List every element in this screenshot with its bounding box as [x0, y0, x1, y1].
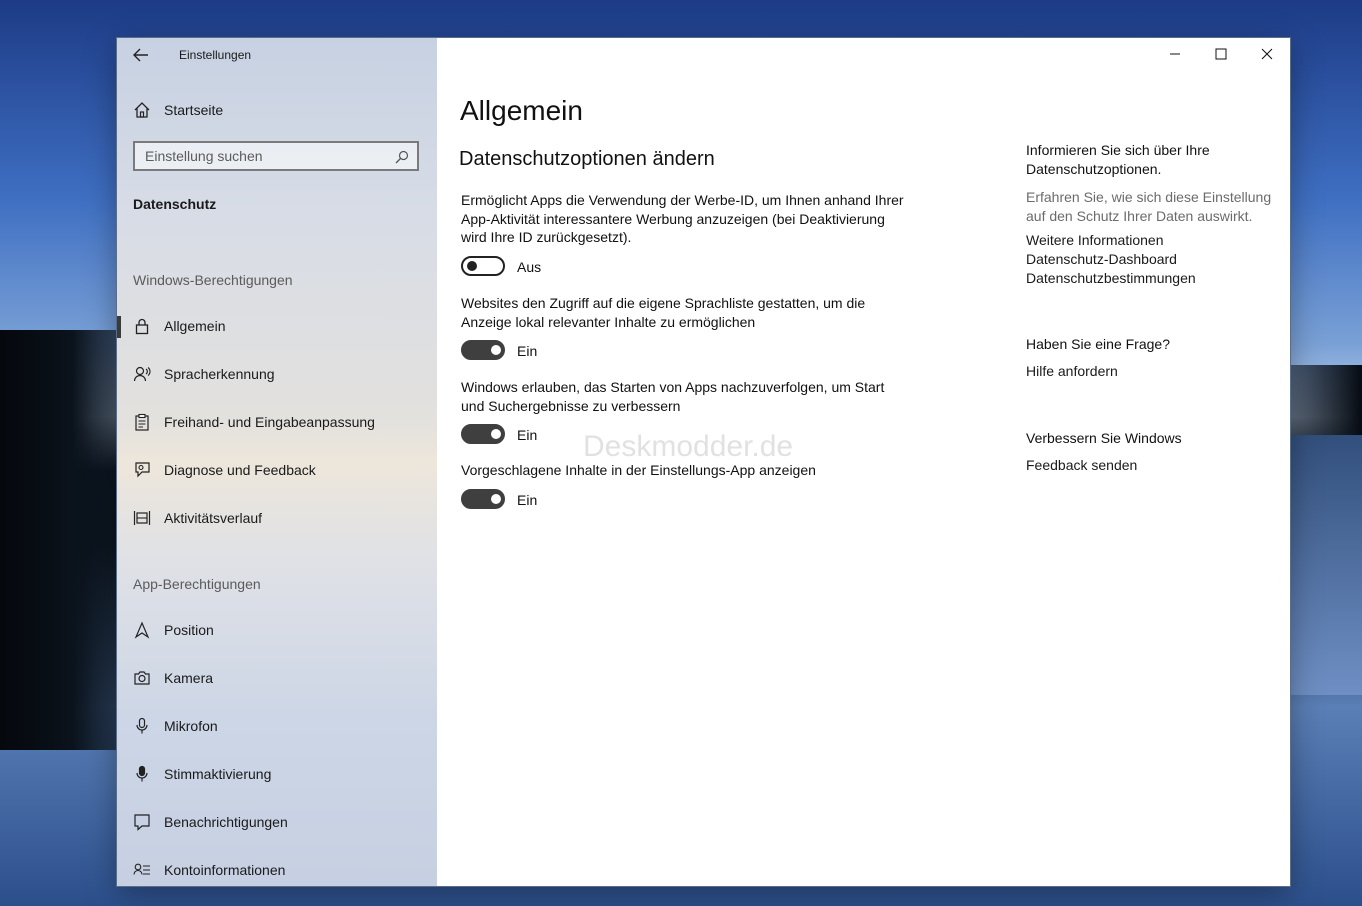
sidebar-item-stimmaktivierung[interactable] [117, 754, 437, 794]
microphone-icon [133, 717, 151, 735]
page-title: Allgemein [460, 95, 583, 126]
desktop-background-trees [0, 330, 120, 750]
speech-icon [133, 365, 151, 383]
sidebar-item-benachrichtigungen[interactable] [117, 802, 437, 842]
sidebar-item-label: Position [164, 622, 214, 638]
home-icon [133, 101, 151, 119]
timeline-icon [133, 509, 151, 527]
search-icon[interactable] [395, 150, 409, 164]
toggle-knob [467, 261, 477, 271]
question-panel [1026, 335, 1276, 381]
toggle-state-ad-id: Aus [517, 259, 542, 275]
sidebar-item-spracherkennung[interactable] [117, 354, 437, 394]
sidebar-item-label: Aktivitätsverlauf [164, 510, 263, 526]
close-icon [1244, 38, 1290, 70]
sidebar-item-freihand[interactable] [117, 402, 437, 442]
minimize-icon [1152, 38, 1198, 70]
back-button[interactable] [131, 46, 151, 64]
titlebar-left [117, 38, 437, 72]
toggle-ad-id[interactable] [461, 256, 505, 276]
improve-panel [1026, 429, 1276, 475]
sidebar-section-title: Datenschutz [133, 196, 217, 212]
sidebar-item-label: Kontoinformationen [164, 862, 286, 878]
sidebar [117, 38, 437, 886]
sidebar-item-label: Mikrofon [164, 718, 218, 734]
close-button[interactable] [1244, 38, 1290, 70]
search-input[interactable] [145, 148, 385, 164]
toggle-language-list[interactable] [461, 340, 505, 360]
improve-heading: Verbessern Sie Windows [1026, 430, 1182, 446]
setting-description-app-tracking: Windows erlauben, das Starten von Apps nachzuverfolgen, um Start und Suchergebnisse zu verbessern [461, 379, 885, 414]
watermark: Deskmodder.de [583, 430, 794, 463]
feedback-icon [133, 461, 151, 479]
sidebar-item-label: Freihand- und Eingabeanpassung [164, 414, 375, 430]
setting-description-language-list: Websites den Zugriff auf die eigene Sprachliste gestatten, um die Anzeige lokal relevanter Inhalte zu ermöglichen [461, 295, 866, 330]
desktop-background-trees-right [1290, 365, 1362, 435]
sidebar-item-diagnose[interactable] [117, 450, 437, 490]
app-title: Einstellungen [179, 48, 252, 62]
sidebar-item-label: Stimmaktivierung [164, 766, 272, 782]
info-panel [1026, 141, 1276, 288]
sidebar-item-label: Benachrichtigungen [164, 814, 288, 830]
main-content [437, 38, 1290, 886]
sidebar-item-allgemein[interactable] [117, 306, 437, 346]
account-info-icon [133, 861, 151, 879]
settings-window [117, 38, 1290, 886]
sidebar-item-label: Kamera [164, 670, 214, 686]
toggle-app-tracking[interactable] [461, 424, 505, 444]
sidebar-item-position[interactable] [117, 610, 437, 650]
sidebar-item-label: Spracherkennung [164, 366, 275, 382]
toggle-suggested-content[interactable] [461, 489, 505, 509]
location-icon [133, 621, 151, 639]
link-send-feedback[interactable]: Feedback senden [1026, 457, 1138, 473]
minimize-button[interactable] [1152, 38, 1198, 70]
toggle-state-language-list: Ein [517, 343, 538, 359]
sidebar-item-kontoinformationen[interactable] [117, 850, 437, 886]
sidebar-item-aktivitaetsverlauf[interactable] [117, 498, 437, 538]
maximize-button[interactable] [1198, 38, 1244, 70]
toggle-knob [491, 429, 501, 439]
desktop-background-lake [1290, 435, 1362, 695]
link-more-info[interactable]: Weitere Informationen [1026, 232, 1164, 248]
home-label: Startseite [164, 102, 224, 118]
setting-description-suggested-content: Vorgeschlagene Inhalte in der Einstellungs-App anzeigen [461, 462, 816, 478]
camera-icon [133, 669, 151, 687]
toggle-knob [491, 494, 501, 504]
sidebar-item-label: Allgemein [164, 318, 226, 334]
sidebar-item-label: Diagnose und Feedback [164, 462, 316, 478]
sidebar-item-mikrofon[interactable] [117, 706, 437, 746]
group-label-app: App-Berechtigungen [133, 576, 261, 592]
link-privacy-dashboard[interactable]: Datenschutz-Dashboard [1026, 251, 1177, 267]
toggle-state-suggested-content: Ein [517, 492, 538, 508]
link-privacy-statement[interactable]: Datenschutzbestimmungen [1026, 270, 1196, 286]
back-arrow-icon [131, 46, 151, 64]
maximize-icon [1198, 38, 1244, 70]
toggle-knob [491, 345, 501, 355]
voice-activation-icon [133, 765, 151, 783]
question-heading: Haben Sie eine Frage? [1026, 336, 1170, 352]
link-get-help[interactable]: Hilfe anfordern [1026, 363, 1118, 379]
clipboard-icon [133, 413, 151, 431]
notification-icon [133, 813, 151, 831]
info-description: Erfahren Sie, wie sich diese Einstellung auf den Schutz Ihrer Daten auswirkt. [1026, 189, 1272, 224]
info-heading: Informieren Sie sich über Ihre Datenschutzoptionen. [1026, 142, 1210, 177]
sidebar-item-kamera[interactable] [117, 658, 437, 698]
search-box[interactable] [133, 141, 419, 171]
section-heading: Datenschutzoptionen ändern [459, 148, 715, 170]
toggle-state-app-tracking: Ein [517, 427, 538, 443]
lock-icon [133, 317, 151, 335]
home-link[interactable] [117, 90, 437, 130]
setting-description-ad-id: Ermöglicht Apps die Verwendung der Werbe-ID, um Ihnen anhand Ihrer App-Aktivität interessantere Werbung anzuzeigen (bei Deaktivierung wird Ihre ID zurückgesetzt). [461, 192, 904, 245]
group-label-windows: Windows-Berechtigungen [133, 272, 293, 288]
